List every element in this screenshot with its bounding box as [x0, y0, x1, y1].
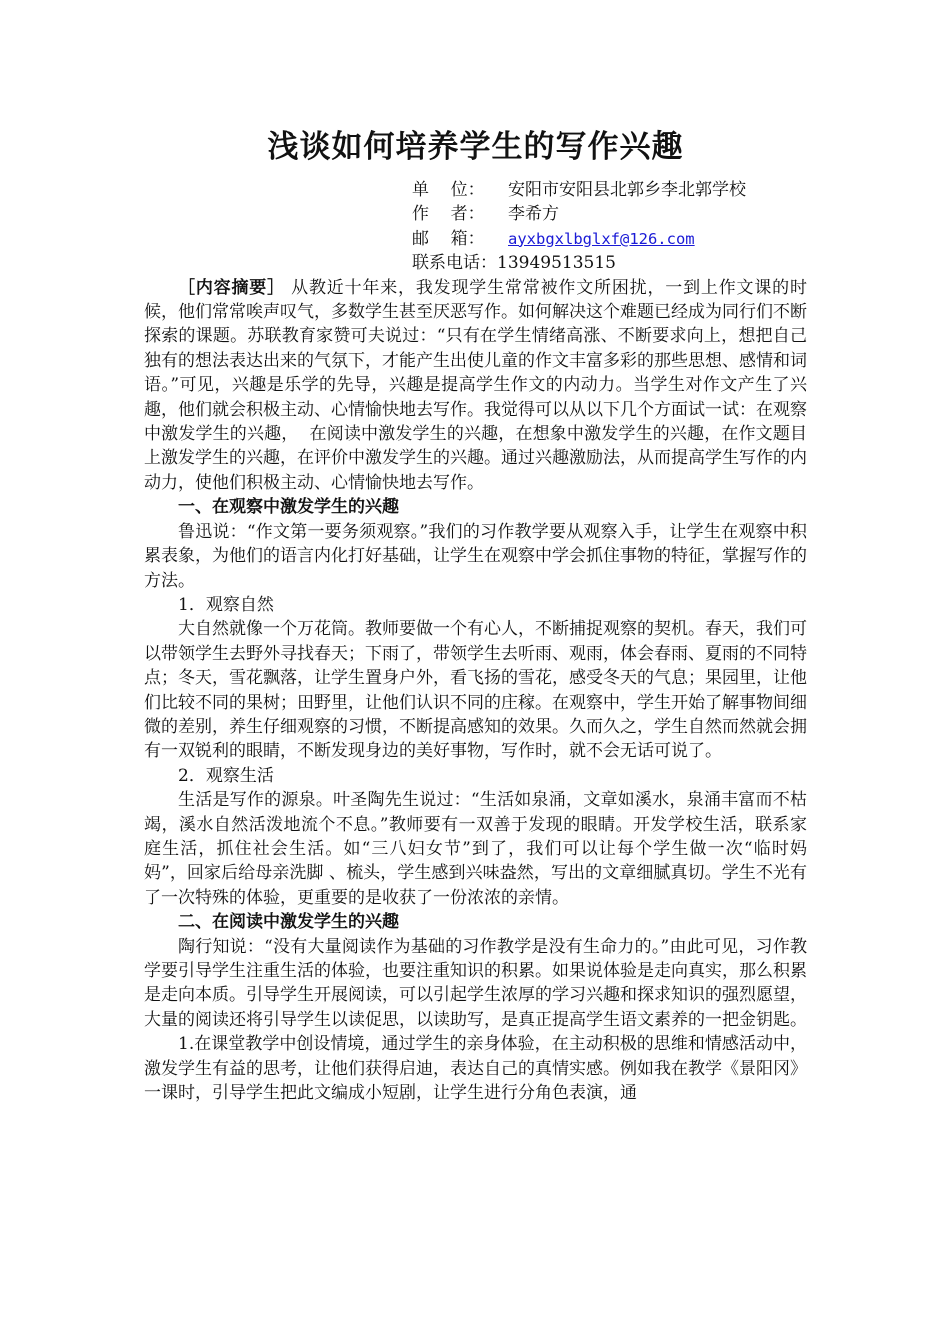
phone-value: 13949513515 — [497, 253, 616, 274]
document-title: 浅谈如何培养学生的写作兴趣 — [267, 129, 684, 165]
email-link[interactable]: ayxbgxlbglxf@126.com — [508, 229, 695, 248]
email-row — [412, 227, 807, 251]
author-row — [412, 202, 807, 226]
author-value: 李希方 — [508, 204, 559, 225]
email-label: 邮 箱： — [412, 228, 485, 249]
section2-intro: 陶行知说：“没有大量阅读作为基础的习作教学是没有生命力的。”由此可见，习作教学要引导学生注重生活的体验，也要注重知识的积累。如果说体验是走向真实，那么积累是走向本质。引导学生开展阅读，可以引起学生浓厚的学习兴趣和探求知识的强烈愿望，大量的阅读还将引导学生以读促思，以读助写，是真正提高学生语文素养的一把金钥匙。 — [144, 936, 807, 1030]
section1-sub2-title: 2．观察生活 — [178, 765, 274, 786]
phone-label: 联系电话： — [412, 253, 497, 274]
abstract-paragraph — [144, 276, 807, 496]
author-info — [412, 178, 807, 276]
unit-row — [412, 178, 807, 202]
section1-intro: 鲁迅说：“作文第一要务须观察。”我们的习作教学要从观察入手，让学生在观察中积累表象，为他们的语言内化打好基础，让学生在观察中学会抓住事物的特征，掌握写作的方法。 — [144, 521, 807, 591]
section1-sub1-text: 大自然就像一个万花筒。教师要做一个有心人，不断捕捉观察的契机。春天，我们可以带领学生去野外寻找春天；下雨了，带领学生去听雨、观雨，体会春雨、夏雨的不同特点；冬天，雪花飘落，让学生置身户外，看飞扬的雪花，感受冬天的气息；果园里，让他们比较不同的果树；田野里，让他们认识不同的庄稼。在观察中，学生开始了解事物间细微的差别，养生仔细观察的习惯，不断提高感知的效果。久而久之，学生自然而然就会拥有一双锐利的眼睛，不断发现身边的美好事物，写作时，就不会无话可说了。 — [144, 619, 807, 762]
section1-sub2-text: 生活是写作的源泉。叶圣陶先生说过：“生活如泉涌，文章如溪水，泉涌丰富而不枯竭，溪水自然活泼地流个不息。”教师要有一双善于发现的眼睛。开发学校生活，联系家庭生活，抓住社会生活。如“三八妇女节”到了，我们可以让每个学生做一次“临时妈妈”，回家后给母亲洗脚 、梳头，学生感到兴味盎然，写出的文章细腻真切。学生不光有了一次特殊的体验，更重要的是收获了一份浓浓的亲情。 — [144, 790, 807, 908]
unit-value: 安阳市安阳县北郭乡李北郭学校 — [508, 180, 746, 200]
section1-sub1-title: 1．观察自然 — [178, 594, 274, 615]
section2-heading: 二、在阅读中激发学生的兴趣 — [178, 912, 399, 933]
abstract-tag: ［内容摘要］ — [178, 277, 285, 298]
section2-sub1-text: 1.在课堂教学中创设情境，通过学生的亲身体验，在主动积极的思维和情感活动中，激发学生有益的思考，让他们获得启迪，表达自己的真情实感。例如我在教学《景阳冈》一课时，引导学生把此文编成小短剧，让学生进行分角色表演，通 — [144, 1034, 807, 1104]
section1-heading: 一、在观察中激发学生的兴趣 — [178, 497, 399, 518]
document-page — [144, 124, 807, 1105]
phone-row — [412, 251, 807, 275]
abstract-text: 从教近十年来，我发现学生常常被作文所困扰，一到上作文课的时候，他们常常唉声叹气，多数学生甚至厌恶写作。如何解决这个难题已经成为同行们不断探索的课题。苏联教育家赞可夫说过：“只有在学生情绪高涨、不断要求向上，想把自己独有的想法表达出来的气氛下，才能产生出使儿童的作文丰富多彩的那些思想、感情和词语。”可见，兴趣是乐学的先导，兴趣是提高学生作文的内动力。当学生对作文产生了兴趣，他们就会积极主动、心情愉快地去写作。我觉得可以从以下几个方面试一试：在观察中激发学生的兴趣， 在阅读中激发学生的兴趣，在想象中激发学生的兴趣，在作文题目上激发学生的兴趣，在评价中激发学生的兴趣。通过兴趣激励法，从而提高学生写作的内动力，使他们积极主动、心情愉快地去写作。 — [144, 277, 808, 493]
author-label: 作 者： — [412, 204, 485, 225]
unit-label: 单 位： — [412, 180, 485, 200]
document-body — [144, 276, 807, 1106]
